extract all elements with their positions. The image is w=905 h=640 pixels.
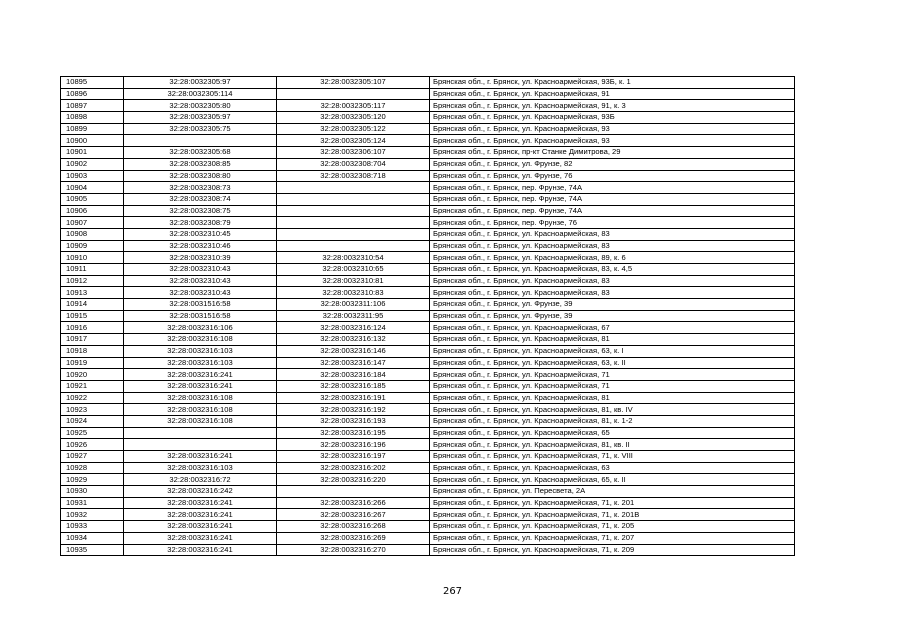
building-cadastral-cell: 32:28:0032305:117: [277, 100, 430, 112]
row-number-cell: 10898: [61, 112, 124, 124]
building-cadastral-cell: 32:28:0032316:266: [277, 497, 430, 509]
table-body: [61, 77, 795, 556]
row-number-cell: 10932: [61, 509, 124, 521]
address-cell: Брянская обл., г. Брянск, ул. Фрунзе, 39: [430, 310, 795, 322]
table-row: [61, 275, 795, 287]
building-cadastral-cell: [277, 205, 430, 217]
cadastral-number-cell: 32:28:0032316:108: [124, 392, 277, 404]
building-cadastral-cell: [277, 193, 430, 205]
address-cell: Брянская обл., г. Брянск, ул. Красноармейская, 89, к. 6: [430, 252, 795, 264]
table-row: [61, 486, 795, 498]
table-row: [61, 240, 795, 252]
cadastral-number-cell: 32:28:0032316:241: [124, 532, 277, 544]
row-number-cell: 10909: [61, 240, 124, 252]
table-row: [61, 509, 795, 521]
address-cell: Брянская обл., г. Брянск, ул. Фрунзе, 82: [430, 158, 795, 170]
cadastral-number-cell: 32:28:0032310:43: [124, 264, 277, 276]
address-cell: Брянская обл., г. Брянск, ул. Красноармейская, 71, к. 201В: [430, 509, 795, 521]
address-cell: Брянская обл., г. Брянск, пр-кт Станке Димитрова, 29: [430, 147, 795, 159]
table-row: [61, 357, 795, 369]
address-cell: Брянская обл., г. Брянск, ул. Красноармейская, 91, к. 3: [430, 100, 795, 112]
address-cell: Брянская обл., г. Брянск, ул. Красноармейская, 83: [430, 287, 795, 299]
table-row: [61, 310, 795, 322]
address-cell: Брянская обл., г. Брянск, ул. Красноармейская, 63, к. I: [430, 345, 795, 357]
address-cell: Брянская обл., г. Брянск, ул. Красноармейская, 93Б, к. 1: [430, 77, 795, 89]
row-number-cell: 10933: [61, 521, 124, 533]
row-number-cell: 10899: [61, 123, 124, 135]
building-cadastral-cell: 32:28:0032316:195: [277, 427, 430, 439]
address-cell: Брянская обл., г. Брянск, ул. Красноармейская, 71, к. 205: [430, 521, 795, 533]
cadastral-number-cell: 32:28:0032308:79: [124, 217, 277, 229]
cadastral-number-cell: 32:28:0032316:241: [124, 497, 277, 509]
cadastral-number-cell: 32:28:0032316:108: [124, 415, 277, 427]
table-row: [61, 182, 795, 194]
row-number-cell: 10895: [61, 77, 124, 89]
table-row: [61, 345, 795, 357]
table-row: [61, 77, 795, 89]
row-number-cell: 10896: [61, 88, 124, 100]
building-cadastral-cell: 32:28:0032310:54: [277, 252, 430, 264]
cadastral-number-cell: 32:28:0032310:43: [124, 287, 277, 299]
address-cell: Брянская обл., г. Брянск, пер. Фрунзе, 76: [430, 217, 795, 229]
cadastral-number-cell: 32:28:0032308:75: [124, 205, 277, 217]
building-cadastral-cell: 32:28:0032316:132: [277, 334, 430, 346]
cadastral-table: [60, 76, 795, 556]
cadastral-number-cell: 32:28:0032316:106: [124, 322, 277, 334]
table-row: [61, 404, 795, 416]
building-cadastral-cell: 32:28:0032316:147: [277, 357, 430, 369]
building-cadastral-cell: 32:28:0032305:120: [277, 112, 430, 124]
building-cadastral-cell: [277, 88, 430, 100]
table-row: [61, 170, 795, 182]
address-cell: Брянская обл., г. Брянск, ул. Красноармейская, 81, кв. IV: [430, 404, 795, 416]
address-cell: Брянская обл., г. Брянск, ул. Красноармейская, 81: [430, 392, 795, 404]
cadastral-number-cell: 32:28:0032316:242: [124, 486, 277, 498]
cadastral-number-cell: 32:28:0031516:58: [124, 299, 277, 311]
cadastral-number-cell: 32:28:0032316:241: [124, 380, 277, 392]
table-row: [61, 158, 795, 170]
row-number-cell: 10922: [61, 392, 124, 404]
cadastral-number-cell: 32:28:0032305:80: [124, 100, 277, 112]
cadastral-number-cell: 32:28:0032316:241: [124, 521, 277, 533]
row-number-cell: 10897: [61, 100, 124, 112]
row-number-cell: 10906: [61, 205, 124, 217]
row-number-cell: 10913: [61, 287, 124, 299]
table-row: [61, 252, 795, 264]
building-cadastral-cell: 32:28:0032316:193: [277, 415, 430, 427]
building-cadastral-cell: 32:28:0032306:107: [277, 147, 430, 159]
table-row: [61, 217, 795, 229]
cadastral-number-cell: 32:28:0032316:103: [124, 345, 277, 357]
cadastral-number-cell: 32:28:0032308:74: [124, 193, 277, 205]
table-row: [61, 415, 795, 427]
address-cell: Брянская обл., г. Брянск, ул. Красноармейская, 81, кв. II: [430, 439, 795, 451]
building-cadastral-cell: [277, 182, 430, 194]
table-row: [61, 451, 795, 463]
table-row: [61, 462, 795, 474]
table-row: [61, 532, 795, 544]
building-cadastral-cell: 32:28:0032316:267: [277, 509, 430, 521]
table-row: [61, 497, 795, 509]
cadastral-number-cell: 32:28:0032308:85: [124, 158, 277, 170]
cadastral-number-cell: 32:28:0032305:75: [124, 123, 277, 135]
row-number-cell: 10901: [61, 147, 124, 159]
page-number: 267: [442, 586, 463, 597]
address-cell: Брянская обл., г. Брянск, ул. Красноармейская, 71, к. 207: [430, 532, 795, 544]
cadastral-number-cell: 32:28:0032305:114: [124, 88, 277, 100]
row-number-cell: 10900: [61, 135, 124, 147]
building-cadastral-cell: 32:28:0032305:122: [277, 123, 430, 135]
cadastral-number-cell: 32:28:0032316:103: [124, 357, 277, 369]
table-row: [61, 193, 795, 205]
building-cadastral-cell: 32:28:0032316:220: [277, 474, 430, 486]
building-cadastral-cell: 32:28:0032316:192: [277, 404, 430, 416]
row-number-cell: 10910: [61, 252, 124, 264]
address-cell: Брянская обл., г. Брянск, ул. Красноармейская, 67: [430, 322, 795, 334]
address-cell: Брянская обл., г. Брянск, ул. Красноармейская, 81: [430, 334, 795, 346]
table-row: [61, 287, 795, 299]
table-row: [61, 521, 795, 533]
row-number-cell: 10908: [61, 228, 124, 240]
address-cell: Брянская обл., г. Брянск, пер. Фрунзе, 74А: [430, 182, 795, 194]
table-row: [61, 544, 795, 556]
building-cadastral-cell: 32:28:0032310:83: [277, 287, 430, 299]
building-cadastral-cell: [277, 228, 430, 240]
cadastral-number-cell: 32:28:0032305:97: [124, 112, 277, 124]
address-cell: Брянская обл., г. Брянск, ул. Красноармейская, 71, к. 209: [430, 544, 795, 556]
address-cell: Брянская обл., г. Брянск, ул. Красноармейская, 91: [430, 88, 795, 100]
building-cadastral-cell: 32:28:0032311:95: [277, 310, 430, 322]
cadastral-number-cell: 32:28:0032316:241: [124, 509, 277, 521]
building-cadastral-cell: 32:28:0032308:718: [277, 170, 430, 182]
building-cadastral-cell: [277, 217, 430, 229]
row-number-cell: 10917: [61, 334, 124, 346]
building-cadastral-cell: 32:28:0032316:269: [277, 532, 430, 544]
address-cell: Брянская обл., г. Брянск, ул. Красноармейская, 83, к. 4,5: [430, 264, 795, 276]
row-number-cell: 10912: [61, 275, 124, 287]
table-row: [61, 147, 795, 159]
cadastral-number-cell: 32:28:0032305:68: [124, 147, 277, 159]
row-number-cell: 10935: [61, 544, 124, 556]
building-cadastral-cell: 32:28:0032310:65: [277, 264, 430, 276]
cadastral-number-cell: [124, 135, 277, 147]
address-cell: Брянская обл., г. Брянск, ул. Красноармейская, 93: [430, 135, 795, 147]
cadastral-number-cell: 32:28:0032316:108: [124, 334, 277, 346]
table-row: [61, 112, 795, 124]
row-number-cell: 10920: [61, 369, 124, 381]
table-row: [61, 392, 795, 404]
cadastral-number-cell: 32:28:0032316:103: [124, 462, 277, 474]
building-cadastral-cell: 32:28:0032316:270: [277, 544, 430, 556]
building-cadastral-cell: 32:28:0032316:146: [277, 345, 430, 357]
cadastral-number-cell: 32:28:0032310:43: [124, 275, 277, 287]
cadastral-number-cell: 32:28:0032308:80: [124, 170, 277, 182]
address-cell: Брянская обл., г. Брянск, пер. Фрунзе, 74А: [430, 193, 795, 205]
address-cell: Брянская обл., г. Брянск, ул. Красноармейская, 71, к. 201: [430, 497, 795, 509]
row-number-cell: 10924: [61, 415, 124, 427]
row-number-cell: 10905: [61, 193, 124, 205]
building-cadastral-cell: 32:28:0032316:184: [277, 369, 430, 381]
address-cell: Брянская обл., г. Брянск, ул. Красноармейская, 93: [430, 123, 795, 135]
row-number-cell: 10925: [61, 427, 124, 439]
address-cell: Брянская обл., г. Брянск, ул. Красноармейская, 65: [430, 427, 795, 439]
building-cadastral-cell: 32:28:0032305:107: [277, 77, 430, 89]
row-number-cell: 10923: [61, 404, 124, 416]
address-cell: Брянская обл., г. Брянск, ул. Красноармейская, 71: [430, 369, 795, 381]
building-cadastral-cell: [277, 486, 430, 498]
table-row: [61, 439, 795, 451]
table-row: [61, 264, 795, 276]
table-row: [61, 380, 795, 392]
address-cell: Брянская обл., г. Брянск, ул. Пересвета, 2А: [430, 486, 795, 498]
row-number-cell: 10928: [61, 462, 124, 474]
row-number-cell: 10919: [61, 357, 124, 369]
row-number-cell: 10921: [61, 380, 124, 392]
cadastral-number-cell: [124, 427, 277, 439]
row-number-cell: 10929: [61, 474, 124, 486]
cadastral-number-cell: 32:28:0032310:39: [124, 252, 277, 264]
table-row: [61, 100, 795, 112]
row-number-cell: 10911: [61, 264, 124, 276]
table-row: [61, 205, 795, 217]
address-cell: Брянская обл., г. Брянск, ул. Красноармейская, 81, к. 1-2: [430, 415, 795, 427]
row-number-cell: 10934: [61, 532, 124, 544]
building-cadastral-cell: 32:28:0032316:185: [277, 380, 430, 392]
cadastral-number-cell: 32:28:0032308:73: [124, 182, 277, 194]
building-cadastral-cell: 32:28:0032316:196: [277, 439, 430, 451]
building-cadastral-cell: 32:28:0032316:202: [277, 462, 430, 474]
table-row: [61, 369, 795, 381]
row-number-cell: 10903: [61, 170, 124, 182]
cadastral-number-cell: [124, 439, 277, 451]
table-row: [61, 135, 795, 147]
row-number-cell: 10904: [61, 182, 124, 194]
address-cell: Брянская обл., г. Брянск, ул. Красноармейская, 93Б: [430, 112, 795, 124]
row-number-cell: 10926: [61, 439, 124, 451]
cadastral-number-cell: 32:28:0032305:97: [124, 77, 277, 89]
address-cell: Брянская обл., г. Брянск, ул. Красноармейская, 83: [430, 240, 795, 252]
row-number-cell: 10916: [61, 322, 124, 334]
table-row: [61, 88, 795, 100]
address-cell: Брянская обл., г. Брянск, ул. Красноармейская, 83: [430, 228, 795, 240]
building-cadastral-cell: 32:28:0032316:124: [277, 322, 430, 334]
table-row: [61, 299, 795, 311]
table-row: [61, 427, 795, 439]
building-cadastral-cell: 32:28:0032316:268: [277, 521, 430, 533]
row-number-cell: 10915: [61, 310, 124, 322]
table-row: [61, 334, 795, 346]
building-cadastral-cell: [277, 240, 430, 252]
row-number-cell: 10931: [61, 497, 124, 509]
address-cell: Брянская обл., г. Брянск, ул. Красноармейская, 63, к. II: [430, 357, 795, 369]
row-number-cell: 10914: [61, 299, 124, 311]
address-cell: Брянская обл., г. Брянск, ул. Красноармейская, 65, к. II: [430, 474, 795, 486]
row-number-cell: 10918: [61, 345, 124, 357]
table-row: [61, 322, 795, 334]
cadastral-number-cell: 32:28:0032316:241: [124, 544, 277, 556]
building-cadastral-cell: 32:28:0032308:704: [277, 158, 430, 170]
cadastral-number-cell: 32:28:0032316:241: [124, 451, 277, 463]
row-number-cell: 10902: [61, 158, 124, 170]
building-cadastral-cell: 32:28:0032305:124: [277, 135, 430, 147]
cadastral-number-cell: 32:28:0032316:108: [124, 404, 277, 416]
building-cadastral-cell: 32:28:0032316:191: [277, 392, 430, 404]
address-cell: Брянская обл., г. Брянск, ул. Красноармейская, 63: [430, 462, 795, 474]
table-row: [61, 474, 795, 486]
address-cell: Брянская обл., г. Брянск, пер. Фрунзе, 74А: [430, 205, 795, 217]
address-cell: Брянская обл., г. Брянск, ул. Фрунзе, 39: [430, 299, 795, 311]
row-number-cell: 10927: [61, 451, 124, 463]
cadastral-number-cell: 32:28:0032310:45: [124, 228, 277, 240]
cadastral-number-cell: 32:28:0031516:58: [124, 310, 277, 322]
cadastral-number-cell: 32:28:0032310:46: [124, 240, 277, 252]
cadastral-number-cell: 32:28:0032316:241: [124, 369, 277, 381]
building-cadastral-cell: 32:28:0032316:197: [277, 451, 430, 463]
address-cell: Брянская обл., г. Брянск, ул. Фрунзе, 76: [430, 170, 795, 182]
row-number-cell: 10930: [61, 486, 124, 498]
building-cadastral-cell: 32:28:0032311:106: [277, 299, 430, 311]
address-cell: Брянская обл., г. Брянск, ул. Красноармейская, 71, к. VIII: [430, 451, 795, 463]
address-cell: Брянская обл., г. Брянск, ул. Красноармейская, 71: [430, 380, 795, 392]
address-cell: Брянская обл., г. Брянск, ул. Красноармейская, 83: [430, 275, 795, 287]
table-row: [61, 228, 795, 240]
row-number-cell: 10907: [61, 217, 124, 229]
cadastral-number-cell: 32:28:0032316:72: [124, 474, 277, 486]
building-cadastral-cell: 32:28:0032310:81: [277, 275, 430, 287]
table-row: [61, 123, 795, 135]
